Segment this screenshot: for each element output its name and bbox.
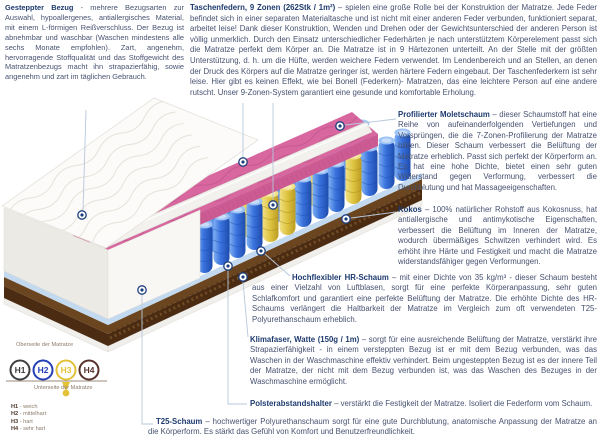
klimafaser-dot — [239, 273, 247, 281]
section-body: – 100% natürlicher Rohstoff aus Kokosnuss, hat antiallergische und antimykotische Eigenschaften, verbessert die Belüftung im Inneren der Matratze, wodurch übermäßiges Schwitzen verhindert wird. Es erhöht ihre Härte und Festigkeit und macht die Matratze widerstandsfähiger gegen Verformungen. — [398, 205, 597, 267]
hardness-zone-legend — [5, 350, 115, 400]
springs-dot — [269, 201, 277, 209]
section-hr-schaum — [252, 273, 597, 325]
polster-dot — [224, 262, 232, 270]
section-body: – dieser Schaumstoff hat eine Reihe von aufeinanderfolgenden Vertiefungen und Vorsprüngen, die die 7-Zonen-Profilierung der Matratze bilden. Dieser Schaum verbessert die Belüftung der Matratze erheblich. Passt sich perfekt der Körperform an. Es hat eine hohe Dichte, bietet einen sehr guten Widerstand gegen Verformung, verbessert die Durchblutung und hat Massageeigenschaften. — [398, 110, 598, 192]
legend-item-h2: H2 - mittelhart — [11, 411, 47, 418]
legend-bottom-label: Unterseite der Matratze — [34, 385, 93, 391]
section-body: - mehrere Bezugsarten zur Auswahl, hypoallergenes, antiallergisches Material, mit einem L-förmigen Reißverschluss. Der Bezug ist abnehmbar und waschbar (Waschen mindestens alle sechs Monate empfohlen). Zart, angenehm, hervorragende Stoffqualität und das Stoffgewicht des Matratzenbezugs macht ihn strapazierfähig, sowie angenehm und zart im täglichen Gebrauch. — [5, 3, 184, 82]
legend-item-h1: H1 - weich — [11, 404, 38, 410]
section-title: Kokos — [398, 205, 422, 214]
legend-top-label: Oberseite der Matratze — [16, 342, 74, 348]
hr-dot — [257, 247, 265, 255]
kokos-dot — [342, 215, 350, 223]
section-title: Polsterabstandshalter — [250, 399, 332, 408]
h3-label: H3 — [60, 365, 72, 376]
section-polsterabstandshalter — [250, 399, 597, 409]
hardness-legend-list — [11, 404, 46, 433]
section-moletschaum — [398, 110, 597, 193]
moletschaum-dot — [336, 122, 344, 130]
h2-label: H2 — [37, 365, 49, 376]
bezug-dot — [78, 211, 86, 219]
watte-dot — [239, 158, 247, 166]
h1-label: H1 — [14, 365, 26, 376]
section-title: Profilierter Moletschaum — [398, 110, 490, 119]
section-title: T25-Schaum — [156, 417, 203, 426]
t25-dot — [138, 286, 146, 294]
callout-line-klimafaser — [243, 282, 248, 337]
section-body: – sorgt für eine ausreichende Belüftung der Matratze, verstärkt ihre Strapazierfähigkeit - in einem versteppten Bezug ist er mit dem Bezug verbunden, was das Waschen in der Waschmaschine effektiv verhindert. Beim ungesteppten Bezug ist es der innere Teil der Matratze, der nicht mit dem Bezug verbunden ist, was das Waschen des Bezuges in der Waschmaschine ermöglicht. — [250, 335, 598, 386]
section-title: Taschenfedern, 9 Zonen (262Stk / 1m²) — [190, 3, 336, 12]
section-kokos — [398, 205, 597, 267]
h4-label: H4 — [83, 365, 95, 376]
section-title: Klimafaser, Watte (150g / 1m) — [250, 335, 360, 344]
section-title: Gesteppter Bezug — [5, 3, 74, 12]
section-gesteppter-bezug — [5, 3, 184, 82]
section-t25-schaum — [148, 417, 597, 438]
section-body: – hochwertiger Polyurethanschaum sorgt für eine gute Durchblutung, anatomische Anpassung der Matratze an die Körperform. Es stärkt das Gefühl von Komfort und Benutzerfreundlichkeit. — [148, 417, 597, 437]
legend-item-h3: H3 - hart — [11, 418, 33, 425]
section-body: – verstärkt die Festigkeit der Matratze. Isoliert die Federform vom Schaum. — [334, 399, 593, 408]
section-title: Hochflexibler HR-Schaum — [292, 273, 389, 282]
section-body: – mit einer Dichte von 35 kg/m³ - dieser Schaum besteht aus einer Vielzahl von Luftblasen, sorgt für eine perfekte Körperanpassung, sehr guten Schlafkomfort und garantiert eine perfekte Belüftung der Matratze. Die erhöhte Dichte des HR-Schaums verlängert die Haltbarkeit der Matratze im Vergleich zum oft verwendeten T25-Polyurethanschaum erheblich. — [252, 273, 598, 324]
section-taschenfedern — [190, 3, 597, 98]
section-klimafaser — [250, 335, 597, 387]
legend-item-h4: H4 - sehr hart — [11, 425, 46, 432]
section-body: – spielen eine große Rolle bei der Konstruktion der Matratze. Jede Feder befindet sich in einer separaten Materialtasche und ist nicht mit einer anderen Feder verbunden, funktioniert separat, arbeitet leise! Dank dieser Konstruktion, Wenden und Drehen oder der Gewichtsunterschied der anderen Person ist völlig unmerklich. Durch den Einsatz unterschiedlicher Federhärten je nach unterstütztem Körperelement passt sich die Matratze perfekt dem Körper an. Die Matratze ist in 9 Härtezonen unterteilt. An der Stelle mit der größten Unterstützung, d. h. um die Hüfte, werden weichere Federn verwendet. Im Lendenbereich und an Stellen, an denen der Druck des Körpers auf die Matratze geringer ist, werden härtere Federn eingebaut. Der Taschenfederkern ist sehr leise. Hier gibt es keinen Effekt, wie bei Bonell (Federkern)- Matratzen, das eine leichtere Person auf eine andere rutscht. Unser 9-Zonen-System garantiert eine gesunde und komfortable Erholung. — [190, 3, 597, 97]
